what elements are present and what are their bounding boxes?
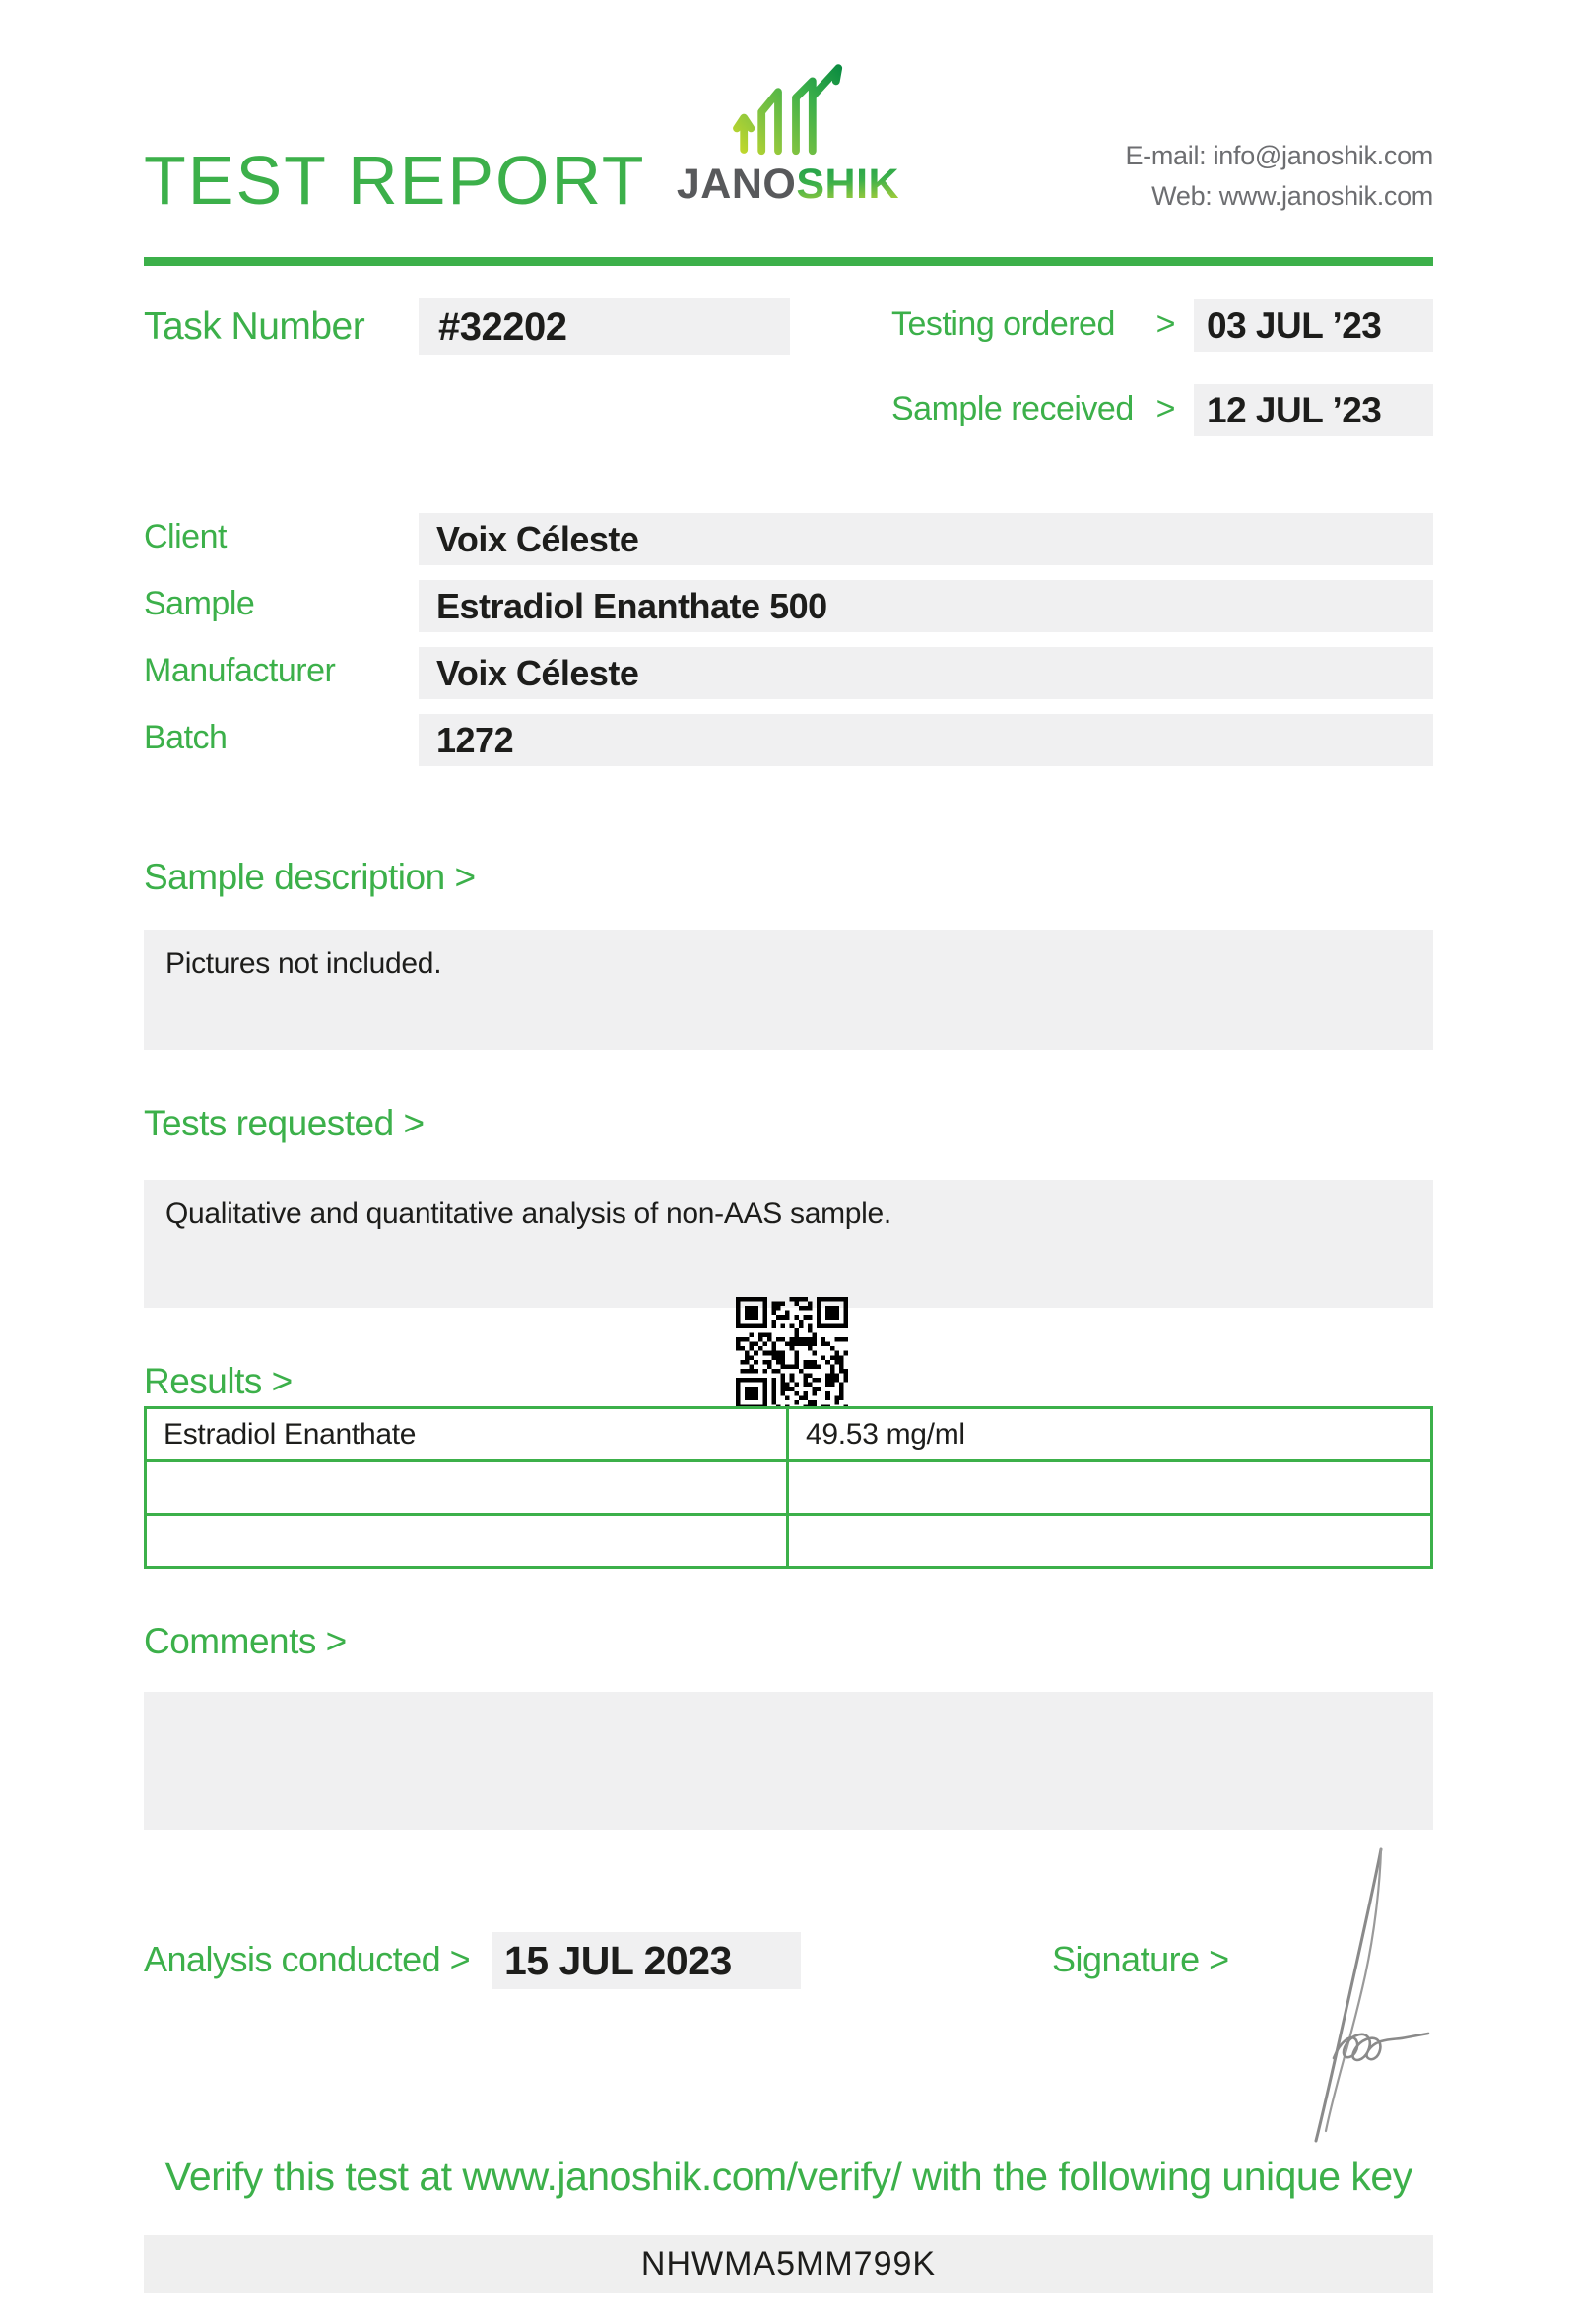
comments-box <box>144 1692 1433 1830</box>
verify-instruction: Verify this test at www.janoshik.com/verify/ with the following unique key <box>164 2154 1412 2199</box>
manufacturer-value-box <box>419 647 1433 699</box>
unique-key: NHWMA5MM799K <box>640 2245 937 2283</box>
result-concentration <box>788 1461 1432 1515</box>
chevron-right-icon: > <box>1155 390 1175 427</box>
client-value: Voix Céleste <box>436 519 639 559</box>
signature-label: Signature > <box>1052 1939 1229 1979</box>
results-table <box>144 1406 1433 1569</box>
sample-received-label: Sample received <box>891 390 1134 427</box>
client-value-box <box>419 513 1433 565</box>
tests-requested-text: Qualitative and quantitative analysis of non-AAS sample. <box>165 1197 891 1230</box>
chevron-right-icon: > <box>1155 305 1175 343</box>
task-number-label: Task Number <box>144 305 365 348</box>
testing-ordered-value-box <box>1194 299 1433 352</box>
analysis-date-box <box>492 1932 801 1989</box>
manufacturer-value: Voix Céleste <box>436 653 639 693</box>
manufacturer-label: Manufacturer <box>144 652 336 689</box>
page-title: TEST REPORT <box>144 142 646 219</box>
sample-description-box <box>144 930 1433 1050</box>
sample-value: Estradiol Enanthate 500 <box>436 586 827 626</box>
result-substance: Estradiol Enanthate <box>146 1408 788 1461</box>
sample-label: Sample <box>144 585 255 622</box>
logo-text-jano: JANO <box>676 161 797 208</box>
batch-label: Batch <box>144 719 228 756</box>
sample-description-text: Pictures not included. <box>165 947 442 980</box>
sample-value-box <box>419 580 1433 632</box>
testing-ordered-row <box>891 307 1175 341</box>
contact-info <box>1125 136 1433 217</box>
tests-requested-heading: Tests requested > <box>144 1103 425 1143</box>
qr-code-icon <box>736 1297 848 1409</box>
unique-key-box <box>144 2235 1433 2293</box>
results-row <box>146 1461 1432 1515</box>
batch-value: 1272 <box>436 720 514 760</box>
comments-heading: Comments > <box>144 1621 347 1661</box>
results-heading: Results > <box>144 1361 293 1401</box>
client-label: Client <box>144 518 227 555</box>
contact-web: Web: www.janoshik.com <box>1151 181 1433 211</box>
result-concentration <box>788 1515 1432 1568</box>
results-row <box>146 1515 1432 1568</box>
tests-requested-box <box>144 1180 1433 1308</box>
result-substance <box>146 1515 788 1568</box>
results-row <box>146 1408 1432 1461</box>
sample-received-date: 12 JUL ’23 <box>1207 390 1382 430</box>
janoshik-logo <box>645 163 931 206</box>
sample-received-row <box>891 392 1175 425</box>
task-number-value-box <box>419 298 790 355</box>
analysis-conducted-label: Analysis conducted > <box>144 1939 471 1979</box>
task-number-value: #32202 <box>438 305 567 349</box>
logo-text-shik: SHIK <box>796 161 900 208</box>
analysis-date: 15 JUL 2023 <box>504 1938 732 1983</box>
signature-icon <box>1261 1840 1438 2147</box>
result-concentration: 49.53 mg/ml <box>788 1408 1432 1461</box>
testing-ordered-label: Testing ordered <box>891 305 1115 343</box>
batch-value-box <box>419 714 1433 766</box>
contact-email: E-mail: info@janoshik.com <box>1125 141 1433 170</box>
sample-received-value-box <box>1194 384 1433 436</box>
testing-ordered-date: 03 JUL ’23 <box>1207 305 1382 346</box>
sample-description-heading: Sample description > <box>144 857 476 897</box>
result-substance <box>146 1461 788 1515</box>
logo-chart-icon <box>731 61 849 161</box>
header-divider <box>144 257 1433 266</box>
